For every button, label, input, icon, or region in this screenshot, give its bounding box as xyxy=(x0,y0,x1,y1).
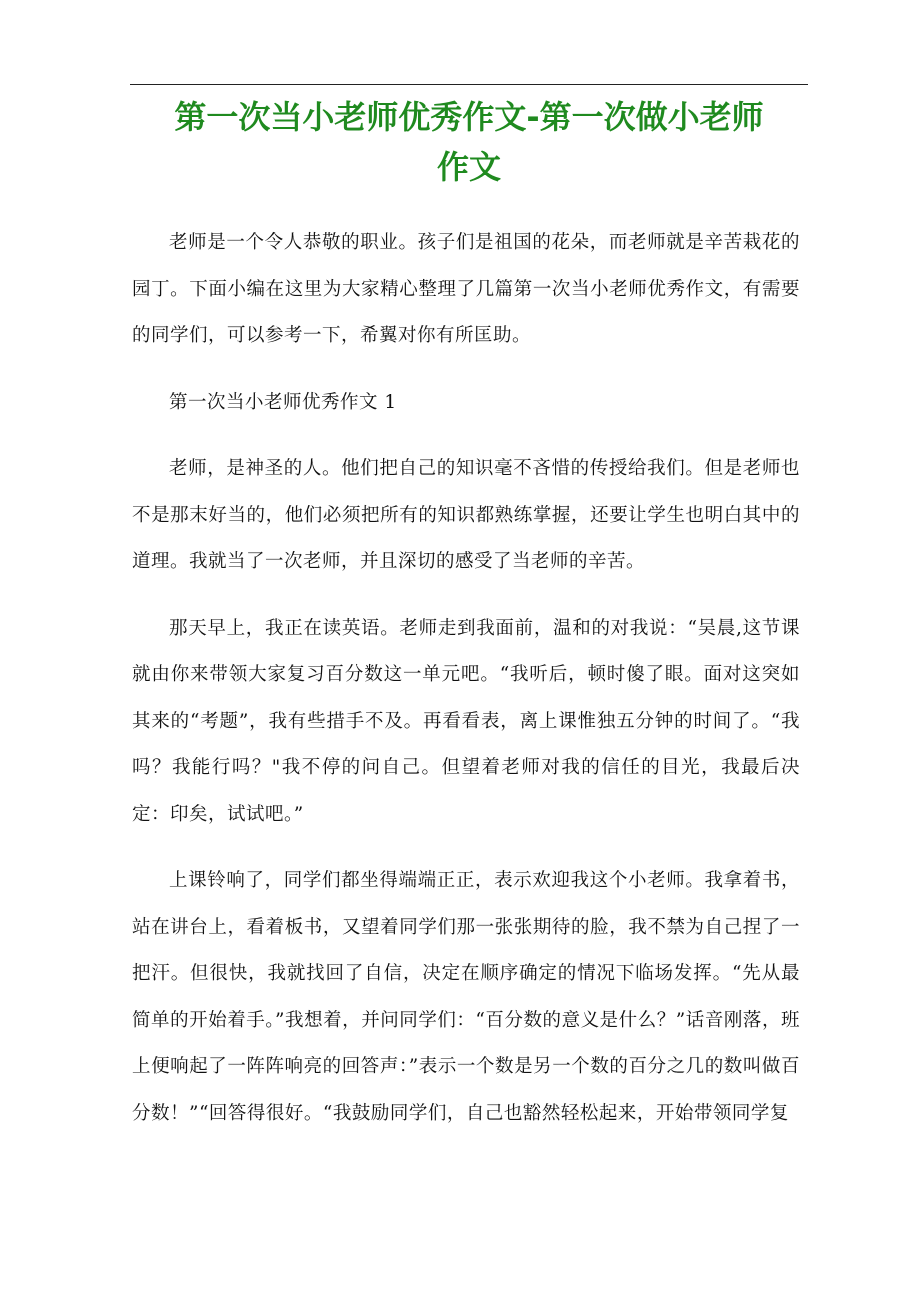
body-paragraph: 老师，是神圣的人。他们把自己的知识毫不吝惜的传授给我们。但是老师也不是那末好当的，他们必须把所有的知识都熟练掌握，还要让学生也明白其中的道理。我就当了一次老师，并且深切的感受了当老师的辛苦。 xyxy=(132,458,800,572)
header-rule xyxy=(130,84,808,85)
section-heading: 第一次当小老师优秀作文 1 xyxy=(169,391,397,413)
title-line-1: 第一次当小老师优秀作文-第一次做小老师 xyxy=(174,98,764,136)
document-body xyxy=(132,220,800,1137)
title-line-2: 作文 xyxy=(436,148,501,186)
body-paragraph: 上课铃响了，同学们都坐得端端正正，表示欢迎我这个小老师。我拿着书，站在讲台上，看着板书，又望着同学们那一张张期待的脸，我不禁为自己捏了一把汗。但很快，我就找回了自信，决定在顺序确定的情况下临场发挥。“先从最简单的开始着手。”我想着，并问同学们：“百分数的意义是什么？”话音刚落，班上便响起了一阵阵响亮的回答声：”表示一个数是另一个数的百分之几的数叫做百分数！”“回答得很好。“我鼓励同学们，自己也豁然轻松起来，开始带领同学复 xyxy=(132,870,800,1124)
intro-paragraph: 老师是一个令人恭敬的职业。孩子们是祖国的花朵，而老师就是辛苦栽花的园丁。下面小编在这里为大家精心整理了几篇第一次当小老师优秀作文，有需要的同学们，可以参考一下，希翼对你有所匡助。 xyxy=(132,232,800,346)
body-paragraph: 那天早上，我正在读英语。老师走到我面前，温和的对我说：“吴晨,这节课就由你来带领大家复习百分数这一单元吧。“我听后，顿时傻了眼。面对这突如其来的“考题”，我有些措手不及。再看看表，离上课惟独五分钟的时间了。“我吗？我能行吗？"我不停的问自己。但望着老师对我的信任的目光，我最后决定：印矣，试试吧。” xyxy=(132,617,800,825)
document-title xyxy=(130,92,808,192)
